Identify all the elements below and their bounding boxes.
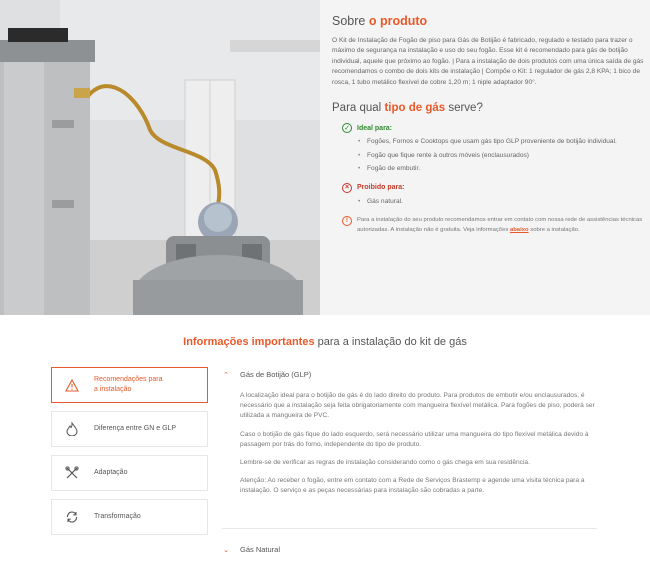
list-item: • Gás natural. [358, 197, 644, 207]
product-info [332, 14, 644, 235]
gas-type-title-prefix: Para qual [332, 102, 385, 115]
accordion-paragraph: Caso o botijão de gás fique do lado esquerdo, será necessário utilizar uma mangueira do tipo flexível metálica devido à passagem por trás do forno, independente do tipo de produto. [240, 430, 589, 448]
tab-label: Adaptação [94, 469, 128, 476]
product-title [332, 14, 644, 28]
ideal-list [332, 137, 644, 174]
warning-triangle-icon [64, 377, 80, 393]
check-circle-icon: ✓ [342, 123, 352, 133]
note-text-after: sobre a instalação. [528, 226, 580, 233]
tools-icon [64, 465, 80, 481]
install-accordion [222, 366, 597, 554]
accordion-paragraph: A localização ideal para o botijão de gás é do lado direito do produto. Para produtos de embutir e/ou enclausurados, é necessário que a instalação seja feita obrigatoriamente com mangueira flexível metálica. Para fogões de piso, poderá ser utilizada a mangueira de PVC. [240, 392, 595, 420]
install-section-title [0, 336, 650, 348]
install-title-accent: Informações importantes [183, 336, 315, 348]
product-description: O Kit de Instalação de Fogão de piso para Gás de Botijão é fabricado, regulado e testado para trazer o máximo de segurança na instalação e uso do seu fogão. Esse kit é recomendado para gás de botijão individual, aquele que próximo ao fogão. | Para a instalação de dois produtos com uma única saída de gás recomendamos o combo de dois kits de instalação | Compõe o Kit: 1 regulador de gás 2,8 KPA; 1 bico de rosca, 1 tubo metálico flexível de cobre 1,20 m; 1 niple adaptador 90°. [332, 37, 644, 86]
ideal-label: Ideal para: [357, 124, 393, 132]
install-title-suffix: para a instalação do kit de gás [314, 336, 467, 348]
installation-note [332, 216, 644, 235]
accordion-title: Gás Natural [240, 545, 281, 554]
accordion-paragraph: Atenção: Ao receber o fogão, entre em contato com a Rede de Serviços Brastemp e agende uma visita técnica para a instalação. O serviço e as peças necessárias para instalação são cobradas a parte. [240, 477, 585, 495]
list-item: • Fogões, Fornos e Cooktops que usam gás tipo GLP proveniente de botijão individual. [358, 137, 644, 147]
forbidden-label: Proibido para: [357, 184, 405, 192]
flame-icon [64, 421, 80, 437]
forbidden-block [332, 183, 644, 207]
tab-recommendations[interactable] [51, 367, 208, 403]
list-item: • Fogão que fique rente à outros móveis (enclausurados) [358, 151, 644, 161]
accordion-title: Gás de Botijão (GLP) [240, 370, 312, 379]
product-photo [0, 0, 320, 315]
accordion-body-glp [222, 391, 597, 528]
note-text-before: Para a instalação do seu produto recomendamos entrar em contato com nossa rede de assistências técnicas autorizadas. A instalação não é gratuita. Veja informações [357, 217, 643, 233]
tab-label: Recomendações para a instalação [94, 376, 163, 393]
gas-kit-illustration [0, 0, 320, 315]
below-link[interactable]: abaixo [509, 226, 529, 233]
tab-gn-glp-difference[interactable] [51, 411, 208, 447]
tab-label: Transformação [94, 513, 141, 520]
product-title-prefix: Sobre [332, 14, 369, 28]
tab-adaptation[interactable] [51, 455, 208, 491]
chevron-up-icon: ⌃ [223, 371, 229, 379]
warning-circle-icon: ! [342, 216, 352, 226]
accordion-header-natural-gas[interactable] [222, 541, 597, 554]
accordion-paragraph: Lembre-se de verificar as regras de instalação considerando como o gás chega em sua residência. [240, 459, 530, 467]
gas-type-title [332, 102, 644, 114]
accordion-divider [222, 528, 597, 529]
x-circle-icon: × [342, 183, 352, 193]
chevron-down-icon: ⌄ [223, 546, 229, 554]
gas-type-title-suffix: serve? [445, 102, 483, 115]
install-tabs [51, 367, 208, 543]
gas-type-title-accent: tipo de gás [384, 102, 446, 115]
list-item: • Fogão de embutir. [358, 164, 644, 174]
ideal-block [332, 123, 644, 174]
accordion-header-glp[interactable] [222, 366, 597, 379]
forbidden-list [332, 197, 644, 207]
tab-label: Diferença entre GN e GLP [94, 425, 177, 432]
tab-transformation[interactable] [51, 499, 208, 535]
transform-cycle-icon [64, 509, 80, 525]
installation-note-text [357, 216, 644, 235]
product-title-accent: o produto [368, 14, 428, 28]
